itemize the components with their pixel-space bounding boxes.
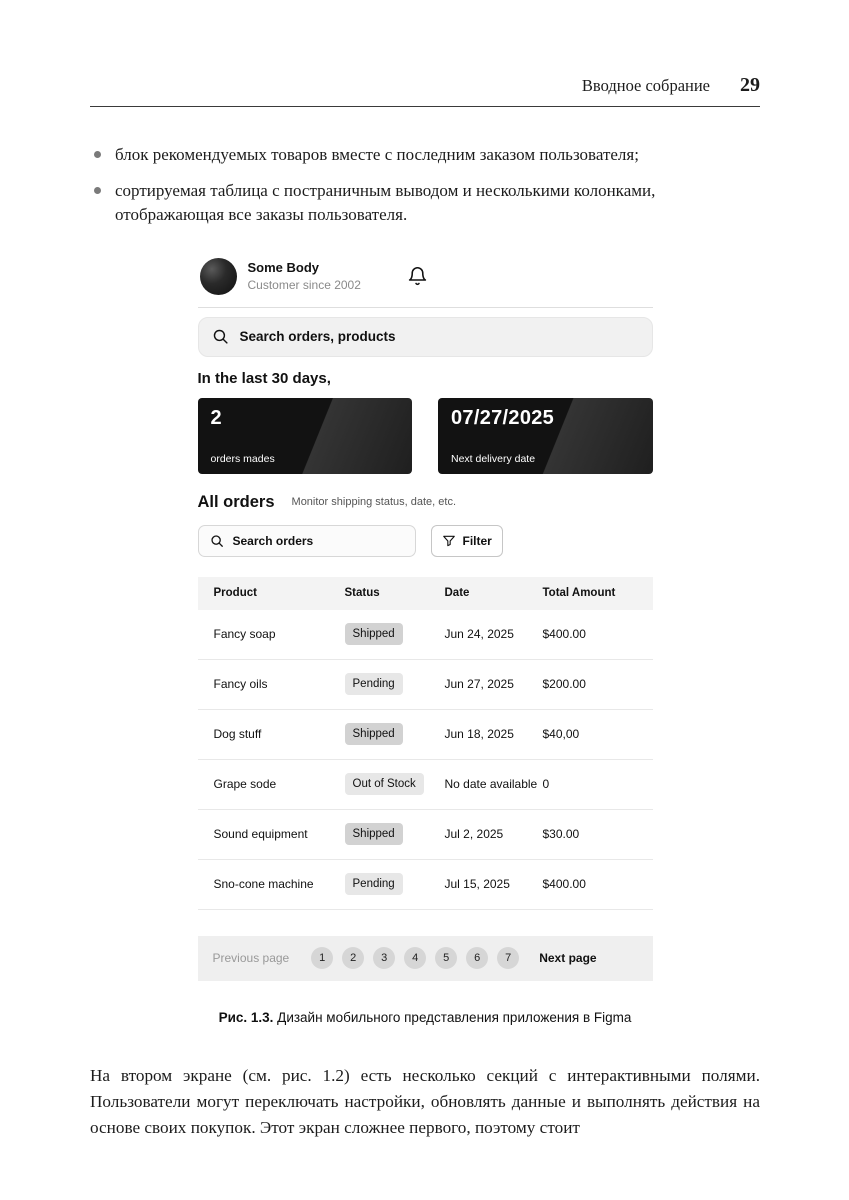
column-header[interactable]: Total Amount <box>542 587 616 600</box>
page-button[interactable]: 5 <box>435 947 457 969</box>
status-badge: Out of Stock <box>345 773 424 795</box>
order-product: Sno-cone machine <box>213 877 314 892</box>
period-heading: In the last 30 days, <box>197 369 331 387</box>
stat-label: orders mades <box>210 452 275 465</box>
table-row[interactable] <box>198 810 653 860</box>
page-button[interactable]: 4 <box>404 947 426 969</box>
table-row[interactable] <box>198 610 653 660</box>
status-badge: Shipped <box>345 723 403 745</box>
page-button[interactable]: 1 <box>311 947 333 969</box>
order-amount: $40,00 <box>542 727 580 742</box>
table-row[interactable] <box>198 860 653 910</box>
order-date: Jun 18, 2025 <box>444 727 514 742</box>
orders-toolbar <box>198 525 653 557</box>
list-item <box>90 179 760 228</box>
order-product: Fancy oils <box>213 677 268 692</box>
main-search-input[interactable] <box>198 317 653 357</box>
orders-search-placeholder: Search orders <box>232 533 314 548</box>
funnel-icon <box>442 534 456 548</box>
order-amount: 0 <box>542 777 550 792</box>
orders-table <box>198 577 653 910</box>
avatar <box>200 258 237 295</box>
status-badge: Shipped <box>345 623 403 645</box>
order-product: Dog stuff <box>213 727 262 742</box>
figure-caption <box>90 1010 760 1025</box>
profile-header <box>198 250 653 308</box>
body-paragraph: На втором экране (см. рис. 1.2) есть несколько секций с интерактивными полями. Пользователи могут переключать настройки, обновлять данные и выполнять действия на основе своих покупок. Этот экран сложнее первого, поэтому стоит <box>90 1065 760 1137</box>
search-icon <box>212 328 229 345</box>
stat-value: 07/27/2025 <box>451 406 555 429</box>
pagination-bar <box>198 936 653 981</box>
figure-caption-label: Рис. 1.3. <box>218 1009 274 1025</box>
profile-subtitle: Customer since 2002 <box>247 278 361 293</box>
table-row[interactable] <box>198 710 653 760</box>
status-badge: Pending <box>345 673 403 695</box>
bullet-text: сортируемая таблица с постраничным выводом и несколькими колонками, отображающая все заказы пользователя. <box>115 180 656 225</box>
column-header[interactable]: Product <box>213 587 257 600</box>
page-number: 29 <box>740 74 760 96</box>
order-date: Jun 27, 2025 <box>444 677 514 692</box>
notifications-button[interactable] <box>407 266 428 287</box>
order-amount: $200.00 <box>542 677 586 692</box>
page-button[interactable]: 6 <box>466 947 488 969</box>
stat-cards <box>198 398 653 474</box>
order-product: Grape sode <box>213 777 277 792</box>
order-amount: $400.00 <box>542 877 586 892</box>
main-search-placeholder: Search orders, products <box>239 329 396 345</box>
figma-mobile-mockup <box>198 250 653 981</box>
page-number-list <box>311 947 519 969</box>
order-date: No date available <box>444 777 538 792</box>
orders-count-card <box>198 398 413 474</box>
list-item <box>90 143 760 168</box>
profile-name: Some Body <box>247 260 320 276</box>
bell-icon <box>407 266 428 287</box>
order-date: Jun 24, 2025 <box>444 627 514 642</box>
page-header <box>90 0 760 97</box>
header-rule <box>90 106 760 107</box>
orders-subtitle: Monitor shipping status, date, etc. <box>291 496 457 509</box>
next-page-button[interactable]: Next page <box>539 951 597 966</box>
column-header[interactable]: Date <box>444 587 470 600</box>
table-row[interactable] <box>198 660 653 710</box>
previous-page-button[interactable]: Previous page <box>212 951 290 966</box>
page-button[interactable]: 2 <box>342 947 364 969</box>
filter-button[interactable] <box>431 525 503 557</box>
order-product: Sound equipment <box>213 827 308 842</box>
page-button[interactable]: 3 <box>373 947 395 969</box>
order-amount: $400.00 <box>542 627 586 642</box>
column-header[interactable]: Status <box>344 587 380 600</box>
stat-value: 2 <box>210 406 222 429</box>
bullet-marker <box>94 187 101 194</box>
next-delivery-card <box>438 398 653 474</box>
order-date: Jul 15, 2025 <box>444 877 510 892</box>
filter-label: Filter <box>462 533 492 548</box>
status-badge: Shipped <box>345 823 403 845</box>
table-row[interactable] <box>198 760 653 810</box>
profile-text <box>248 260 361 292</box>
orders-title: All orders <box>197 492 275 511</box>
orders-search-input[interactable] <box>198 525 416 557</box>
order-product: Fancy soap <box>213 627 276 642</box>
order-date: Jul 2, 2025 <box>444 827 504 842</box>
page-button[interactable]: 7 <box>497 947 519 969</box>
search-icon <box>210 534 224 548</box>
bullet-list <box>90 143 760 228</box>
bullet-marker <box>94 151 101 158</box>
figure-caption-text: Дизайн мобильного представления приложения в Figma <box>273 1009 632 1025</box>
order-amount: $30.00 <box>542 827 580 842</box>
bullet-text: блок рекомендуемых товаров вместе с последним заказом пользователя; <box>115 145 639 164</box>
running-title: Вводное собрание <box>581 76 710 95</box>
orders-section-header <box>198 493 653 512</box>
status-badge: Pending <box>345 873 403 895</box>
stat-label: Next delivery date <box>451 452 536 465</box>
table-header-row <box>198 577 653 610</box>
